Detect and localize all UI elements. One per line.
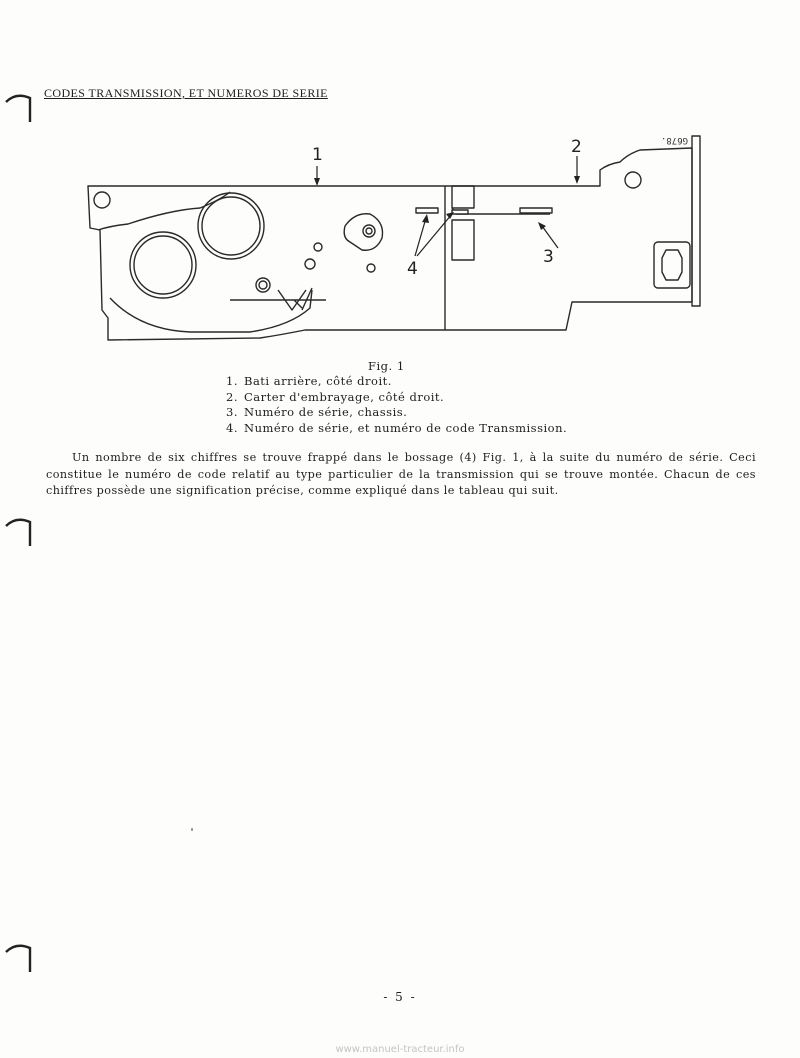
leader-4a <box>415 218 426 256</box>
leader-4b <box>417 214 452 256</box>
figure-caption: Fig. 1 <box>368 359 405 373</box>
inspection-cover <box>654 242 690 288</box>
section-title: CODES TRANSMISSION, ET NUMEROS DE SERIE <box>44 86 328 100</box>
figure-legend <box>222 374 567 436</box>
bearing-bore-right <box>198 193 264 259</box>
legend-text: Bati arrière, côté droit. <box>244 374 392 388</box>
leader-3 <box>542 226 558 248</box>
legend-number: 3. <box>226 405 238 420</box>
legend-item <box>222 374 567 390</box>
serial-number-plate-chassis <box>520 208 552 213</box>
housing-drawing <box>80 130 720 352</box>
binder-hole-mark-top <box>4 92 34 132</box>
stamped-code: G678. <box>660 135 688 145</box>
body-paragraph: Un nombre de six chiffres se trouve frappé dans le bossage (4) Fig. 1, à la suite du numéro de série. Ceci constitue le numéro de code relatif au type particulier de la transmission qui se trouve montée. Chacun de ces chiffres possède une signification précise, comme expliqué dans le tableau qui suit. <box>46 451 756 497</box>
legend-text: Numéro de série, et numéro de code Transmission. <box>244 420 568 435</box>
figure-transmission-housing <box>80 130 720 352</box>
legend-number: 1. <box>226 374 238 388</box>
bearing-bore-left <box>130 232 196 298</box>
scan-speck <box>191 828 193 831</box>
rear-frame-inner-edge <box>98 192 230 230</box>
legend-number: 4. <box>226 420 238 435</box>
mounting-hole <box>94 192 110 208</box>
clutch-housing-hole <box>625 172 641 188</box>
site-watermark: www.manuel-tracteur.info <box>335 1044 465 1055</box>
callout-4: 4 <box>407 259 418 279</box>
legend-text: Numéro de série, chassis. <box>244 405 408 420</box>
serial-boss-lower <box>452 220 474 260</box>
callout-3: 3 <box>543 247 554 267</box>
serial-number-plate-transmission <box>416 208 438 213</box>
binder-hole-mark-middle <box>4 516 34 556</box>
legend-item <box>222 390 567 406</box>
legend-number: 2. <box>226 389 238 404</box>
page-number: - 5 - <box>383 990 417 1004</box>
rear-frame-outline <box>88 186 445 340</box>
clutch-housing-outline <box>445 148 692 330</box>
binder-hole-mark-bottom <box>4 942 34 982</box>
legend-item <box>222 421 567 437</box>
serial-boss-upper <box>452 186 474 208</box>
callout-2: 2 <box>571 137 582 157</box>
legend-text: Carter d'embrayage, côté droit. <box>244 389 445 404</box>
callout-1: 1 <box>312 145 323 165</box>
legend-item <box>222 405 567 421</box>
